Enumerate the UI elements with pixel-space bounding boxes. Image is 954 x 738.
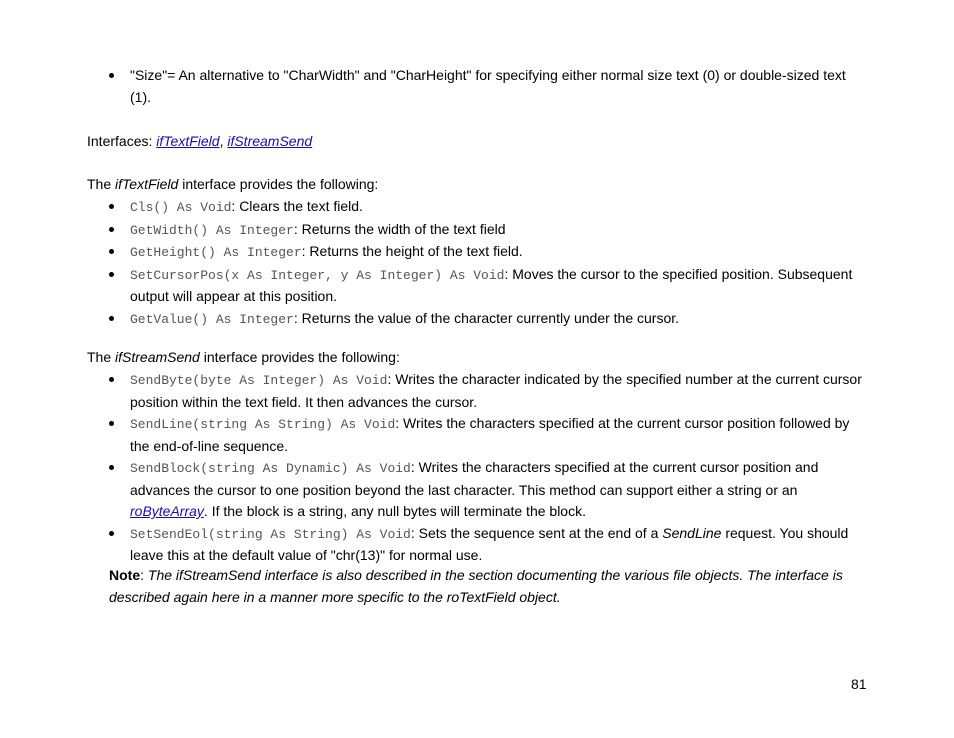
method-description: : Writes the character indicated by the specified number at the current cursor position within the text field. It then advances the cursor. [130,371,862,410]
link-ifstreamsend[interactable]: ifStreamSend [227,133,313,149]
list-item-cls [0,196,870,219]
method-signature: SetCursorPos(x As Integer, y As Integer) As Void [130,267,505,283]
bullet-icon [109,316,114,321]
method-signature: Cls() As Void [130,200,232,215]
method-signature: SendByte(byte As Integer) As Void [130,373,388,388]
note-label: Note [109,567,141,583]
method-description-post: . If the block is a string, any null bytes will terminate the block. [203,503,586,519]
size-list [0,65,870,108]
streamsend-intro [87,347,400,367]
method-description-post: request. You should leave this at the default value of "chr(13)" for normal use. [130,524,849,563]
list-item-size [0,65,870,108]
textfield-methods-list [0,196,870,330]
size-item-text: "Size"= An alternative to "CharWidth" and "CharHeight" for specifying either normal size text (0) or double-sized text (1). [130,67,846,105]
interfaces-line [87,131,312,151]
method-description-pre: : Sets the sequence sent at the end of a [410,524,663,541]
method-signature: GetValue() As Integer [130,311,294,327]
page-number: 81 [851,676,867,692]
method-description: : Returns the width of the text field [293,220,506,237]
method-description: : Clears the text field. [231,198,363,214]
method-description: : Returns the height of the text field. [301,243,523,259]
list-item-sendbyte [0,369,870,413]
list-item-getheight [0,241,870,264]
bullet-icon [109,377,114,382]
method-signature: SendBlock(string As Dynamic) As Void [130,461,411,476]
note-text: The ifStreamSend interface is also described in the section documenting the various file objects. The interface is described again here in a manner more specific to the roTextField object. [109,567,843,605]
method-signature: GetWidth() As Integer [130,222,294,238]
method-description-em: SendLine [662,524,722,541]
method-signature: SendLine(string As String) As Void [130,417,396,432]
method-description: : Writes the characters specified at the current cursor position followed by the end-of-line sequence. [130,415,850,454]
bullet-icon [109,272,114,277]
interfaces-separator: , [219,133,228,149]
list-item-sendline [0,413,870,457]
bullet-icon [109,249,114,254]
bullet-icon [109,227,114,232]
method-description: : Returns the value of the character currently under the cursor. [293,309,680,326]
method-description-pre: : Writes the characters specified at the current cursor position and advances the cursor to one position beyond the last character. This method can support either a string or an [130,459,819,498]
list-item-setsendeol [0,523,870,567]
textfield-intro-name: ifTextField [115,176,179,192]
interfaces-label: Interfaces: [87,133,157,149]
method-description: : Moves the cursor to the specified position. Subsequent output will appear at this position. [130,265,853,304]
method-signature: SetSendEol(string As String) As Void [130,526,411,542]
textfield-intro-pre: The [87,176,116,192]
list-item-sendblock [0,457,870,523]
method-signature: GetHeight() As Integer [130,245,302,260]
textfield-intro [87,174,378,194]
streamsend-intro-post: interface provides the following: [199,349,400,365]
link-robytearray[interactable]: roByteArray [130,503,204,519]
bullet-icon [109,421,114,426]
streamsend-intro-name: ifStreamSend [115,349,200,365]
note-paragraph [109,564,879,608]
bullet-icon [109,531,114,536]
bullet-icon [109,73,114,78]
list-item-getvalue [0,308,870,331]
note-colon: : [140,567,148,583]
streamsend-intro-pre: The [87,349,116,365]
link-iftextfield[interactable]: ifTextField [156,133,220,149]
list-item-setcursorpos [0,264,870,308]
list-item-getwidth [0,219,870,242]
streamsend-methods-list [0,369,870,567]
textfield-intro-post: interface provides the following: [178,176,379,192]
bullet-icon [109,204,114,209]
bullet-icon [109,465,114,470]
